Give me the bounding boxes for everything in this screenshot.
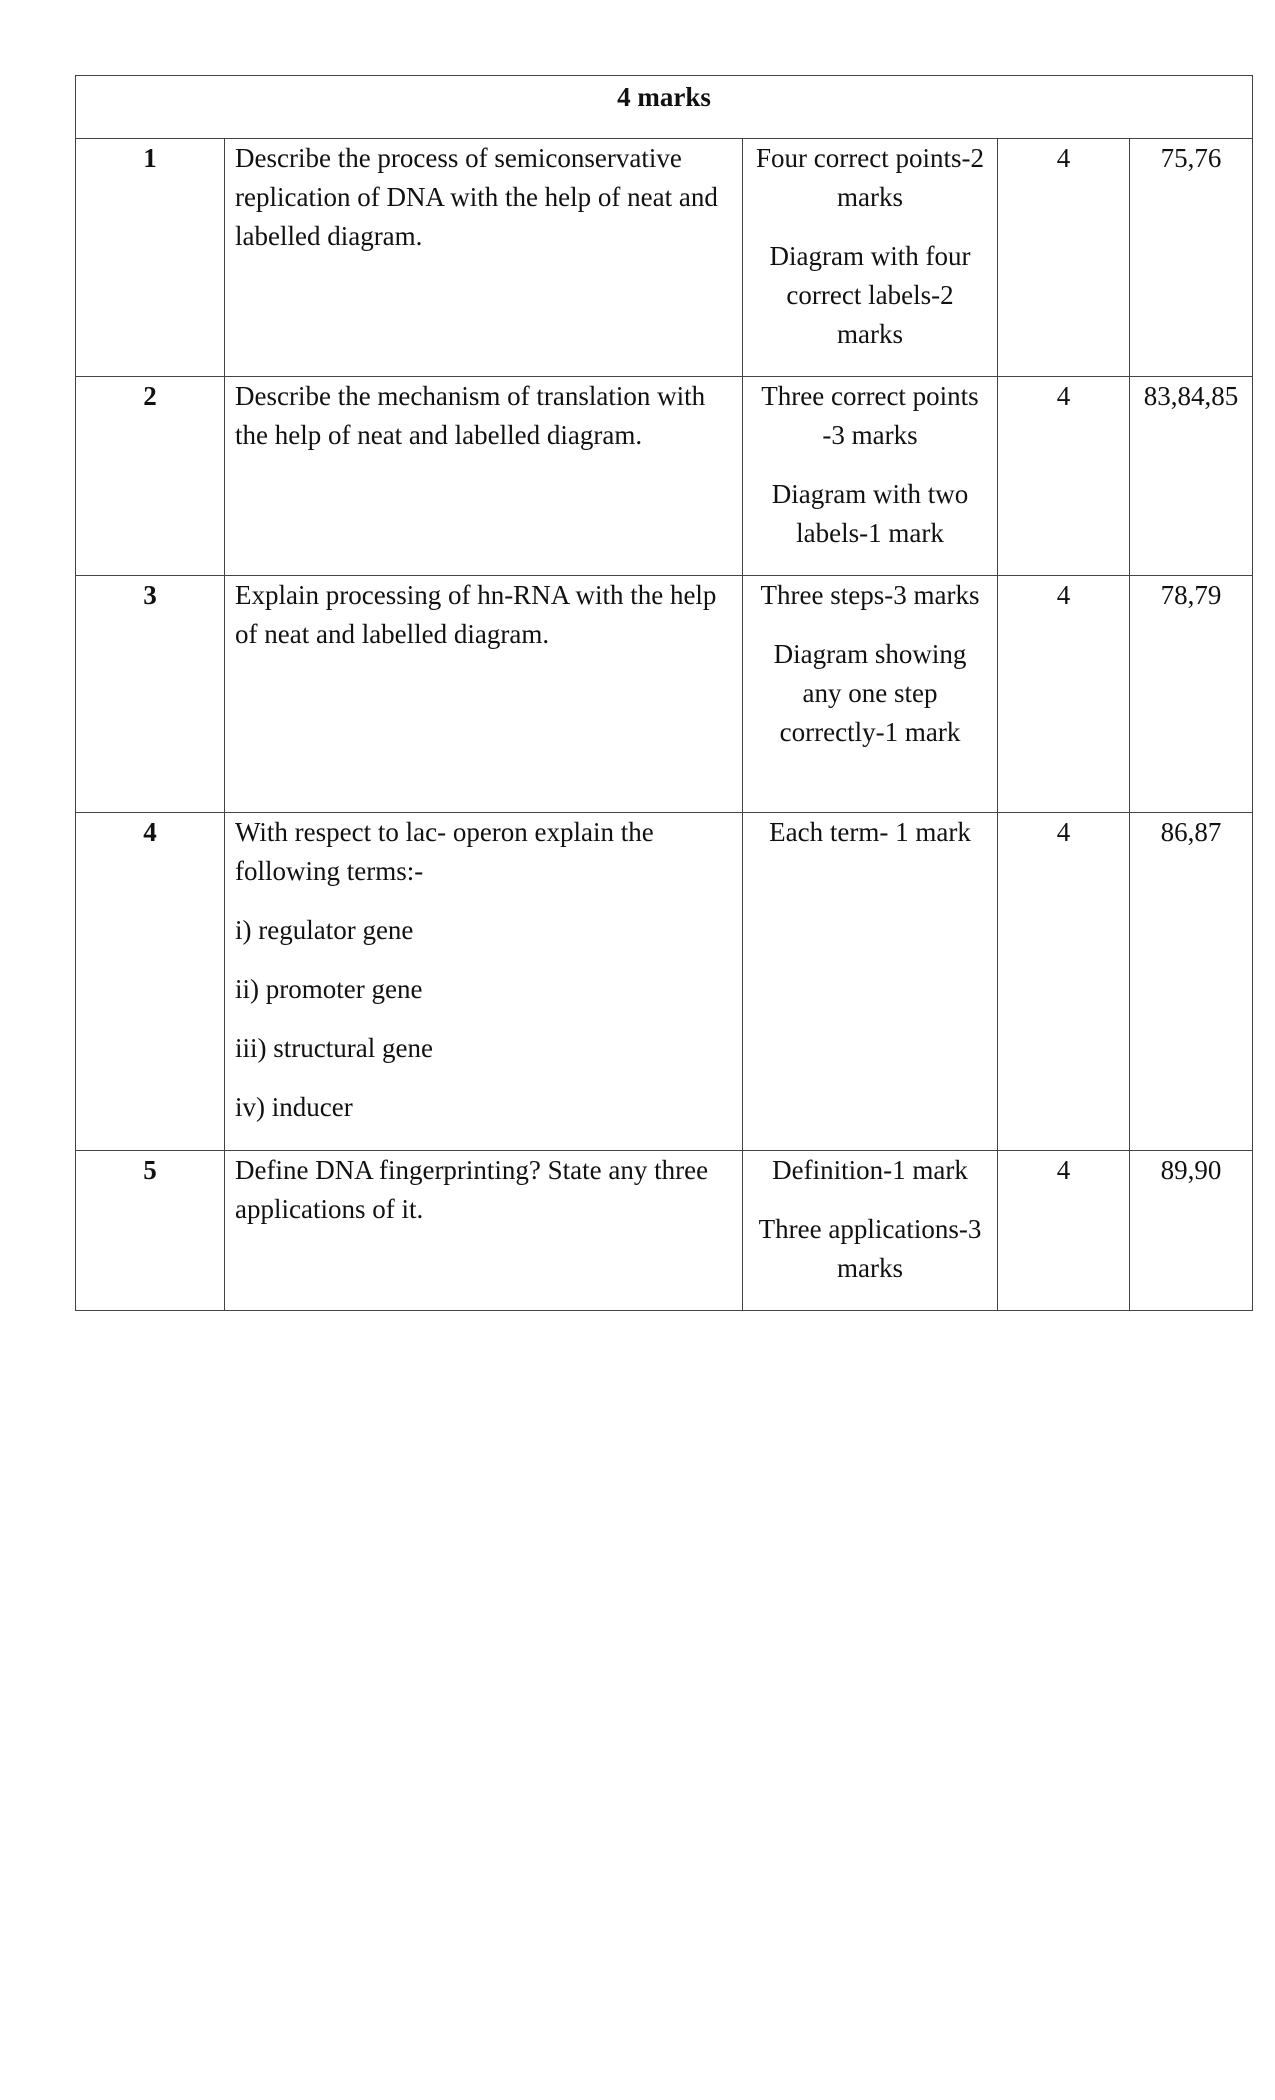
marking-scheme bbox=[743, 1151, 998, 1311]
question-subitem: i) regulator gene bbox=[235, 915, 414, 945]
marks-value: 4 bbox=[998, 576, 1130, 813]
question-line: Describe the process of semiconservative replication of DNA with the help of neat and labelled diagram. bbox=[235, 143, 718, 251]
question-number: 5 bbox=[76, 1151, 225, 1311]
marks-value: 4 bbox=[998, 813, 1130, 1151]
question-number: 1 bbox=[76, 139, 225, 377]
page-reference: 86,87 bbox=[1130, 813, 1253, 1151]
question-text bbox=[225, 576, 743, 813]
table-row bbox=[76, 813, 1253, 1151]
question-text bbox=[225, 1151, 743, 1311]
section-heading: 4 marks bbox=[76, 76, 1253, 139]
question-subitem: ii) promoter gene bbox=[235, 974, 423, 1004]
marking-scheme bbox=[743, 576, 998, 813]
scheme-line: Diagram showing any one step correctly-1 mark bbox=[773, 639, 967, 747]
scheme-line: Diagram with four correct labels-2 marks bbox=[769, 241, 971, 349]
table-row bbox=[76, 377, 1253, 576]
page-reference: 78,79 bbox=[1130, 576, 1253, 813]
scheme-line: Diagram with two labels-1 mark bbox=[771, 479, 969, 548]
marks-value: 4 bbox=[998, 139, 1130, 377]
table-row bbox=[76, 139, 1253, 377]
marks-scheme-table bbox=[75, 75, 1253, 1311]
question-text bbox=[225, 813, 743, 1151]
question-line: Define DNA fingerprinting? State any three applications of it. bbox=[235, 1155, 709, 1224]
question-text bbox=[225, 377, 743, 576]
question-line: With respect to lac- operon explain the following terms:- bbox=[235, 817, 654, 886]
scheme-line: Three applications-3 marks bbox=[758, 1214, 982, 1283]
question-text bbox=[225, 139, 743, 377]
table-row bbox=[76, 1151, 1253, 1311]
marks-value: 4 bbox=[998, 377, 1130, 576]
question-number: 2 bbox=[76, 377, 225, 576]
scheme-line: Three steps-3 marks bbox=[760, 580, 980, 610]
scheme-line: Each term- 1 mark bbox=[769, 817, 971, 847]
marking-scheme bbox=[743, 813, 998, 1151]
page-reference: 83,84,85 bbox=[1130, 377, 1253, 576]
question-number: 3 bbox=[76, 576, 225, 813]
page-reference: 75,76 bbox=[1130, 139, 1253, 377]
question-number: 4 bbox=[76, 813, 225, 1151]
question-line: Explain processing of hn-RNA with the help of neat and labelled diagram. bbox=[235, 580, 717, 649]
marking-scheme bbox=[743, 139, 998, 377]
question-subitem: iii) structural gene bbox=[235, 1033, 433, 1063]
question-subitem: iv) inducer bbox=[235, 1092, 353, 1122]
marks-value: 4 bbox=[998, 1151, 1130, 1311]
page-reference: 89,90 bbox=[1130, 1151, 1253, 1311]
scheme-line: Four correct points-2 marks bbox=[756, 143, 984, 212]
marking-scheme bbox=[743, 377, 998, 576]
question-line: Describe the mechanism of translation with the help of neat and labelled diagram. bbox=[235, 381, 706, 450]
table-row bbox=[76, 576, 1253, 813]
table-header-row bbox=[76, 76, 1253, 139]
scheme-line: Three correct points -3 marks bbox=[761, 381, 979, 450]
scheme-line: Definition-1 mark bbox=[772, 1155, 968, 1185]
